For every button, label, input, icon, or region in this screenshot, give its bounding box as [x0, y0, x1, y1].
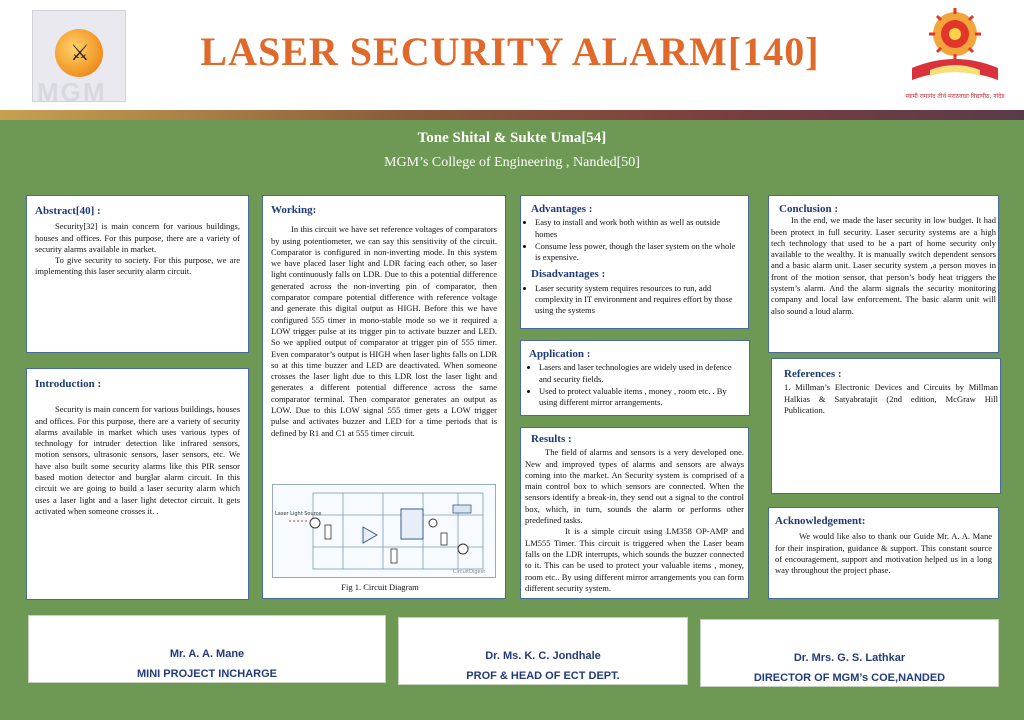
introduction-p1: Security is main concern for various buildings, houses and offices. For this purpose, there are a variety of security alarms available in market which uses various types of technology for intruder detection like infrared sensors, motion sensors, ultrasonic sensors, laser sensors, etc. We have also built some security alarms like this PIR sensor based motion detector and burglar alarm circuit. In this circuit we are going to build a laser security alarm which uses a laser light and a laser light detector circuit. It gets activated when someone crosses it. .: [35, 404, 240, 516]
college-name: MGM’s College of Engineering , Nanded[50]: [384, 155, 640, 170]
references-heading: References :: [784, 368, 842, 380]
footer-director: [700, 619, 999, 687]
introduction-heading: Introduction :: [35, 378, 102, 390]
diagram-watermark: CircuitDigest: [453, 569, 486, 575]
guide-name: Mr. A. A. Mane: [169, 648, 245, 660]
university-emblem-icon: [900, 6, 1010, 92]
footer-guide: [28, 615, 386, 683]
hod-role: PROF & HEAD OF ECT DEPT.: [466, 670, 620, 682]
logo-text: MGM: [37, 77, 107, 107]
laser-source-label: Laser Light Source: [275, 511, 322, 517]
acknowledgement-p1: We would like also to thank our Guide Mr. A. A. Mane for their inspiration, guidance & support. This constant source of encouragement, support and motivation helped us in a long way throughout the project phase.: [775, 531, 992, 576]
list-item: • Easy to install and work both within as well as outside homes: [535, 217, 742, 240]
working-p1: In this circuit we have set reference voltages of comparators by using potentiometer, we can say this sensitivity of the circuit. Comparator is configured in non-inverting mode. In this system we have placed laser light and LDR facing each other, so laser light continuously falls on LDR. Due to this a potential difference generated across the non-inverting pin of comparator, then comparator compare potential difference with reference voltage and generate this digital output as HIGH. Before this we have configured 555 timer in mono-stable mode so we it required a LOW trigger pulse at its trigger pin to activate buzzer and LED. So we applied output of comparator at trigger pin of 555 timer. Even comparator’s output is HIGH when laser lights falls on LDR so at this time buzzer and LED are deactivated. When someone crosses the laser light due to this LDR lost the laser light and generates a different potential difference across the same comparator terminal. Then comparator generates an output as LOW. Due to this LOW signal 555 timer gets a LOW trigger pulse and activates buzzer and LED for a time periods that is defined by R1 and C1 at 555 timer circuit.: [271, 224, 497, 438]
poster-title: LASER SECURITY ALARM[140]: [200, 29, 820, 74]
mgm-logo: [32, 10, 126, 107]
hod-name: Dr. Ms. K. C. Jondhale: [485, 650, 601, 662]
university-caption: स्वामी रामानंद तीर्थ मराठवाडा विद्यापीठ, नांदेड: [905, 93, 1005, 100]
results-box: [520, 427, 749, 599]
list-item: • Lasers and laser technologies are widely used in defence and security fields.: [539, 362, 743, 385]
list-item: • Laser security system requires resources to run, add complexity in IT environment and requires effort by those using the systems: [535, 283, 742, 317]
working-heading: Working:: [271, 204, 317, 216]
advantages-box: [520, 195, 749, 329]
references-box: [771, 358, 1001, 494]
circuit-diagram: [272, 484, 496, 578]
header-band: [0, 110, 1024, 120]
director-role: DIRECTOR OF MGM’s COE,NANDED: [753, 672, 946, 684]
references-p1: 1. Millman’s Electronic Devices and Circuits by Millman Halkias & Satyabratajit (2nd edition, McGraw Hill Publication.: [784, 382, 998, 415]
advantages-heading: Advantages :: [531, 203, 593, 215]
advantages-list: [525, 217, 742, 263]
footer-hod: [398, 617, 688, 685]
results-p1: The field of alarms and sensors is a very developed one. New and improved types of alarms and sensors are always coming into the market. An Security system is comprised of a main control box to which sensors are connected. When the sensors identify a break-in, they send out a signal to the control box, which, in turn, sounds the alarm or performs other predefined tasks.: [525, 447, 744, 526]
abstract-p1: Security[32] is main concern for various buildings, houses and offices. For this purpose, there are a variety of security alarms available in market.: [35, 221, 240, 254]
abstract-box: [26, 195, 249, 353]
guide-role: MINI PROJECT INCHARGE: [137, 668, 277, 680]
poster-header: [0, 0, 1024, 110]
conclusion-box: [768, 195, 999, 353]
figure-caption: Fig 1. Circuit Diagram: [341, 582, 419, 592]
authors: Tone Shital & Sukte Uma[54]: [417, 130, 607, 146]
application-list: [529, 362, 743, 408]
director-name: Dr. Mrs. G. S. Lathkar: [793, 652, 906, 664]
abstract-heading: Abstract[40] :: [35, 205, 101, 217]
conclusion-p1: In the end, we made the laser security in low budget. It had been protect in full security. Laser security systems are a high tech technology that used to be a part of home security only available to the wealthy. It is manually switch dependent sensors and a basic alarm unit. Laser security system ,a person moves in front of the motion sensor, that person’s body heat triggers the system’s alarm. And the alarm signals the security monitoring company and local law enforcement. The basic alarm unit will also sound a loud alarm.: [771, 215, 996, 316]
conclusion-heading: Conclusion :: [779, 203, 838, 215]
introduction-box: [26, 368, 249, 600]
application-box: [520, 340, 750, 416]
application-heading: Application :: [529, 348, 591, 360]
abstract-p2: To give security to society. For this purpose, we are implementing this laser security alarm circuit.: [35, 255, 240, 277]
list-item: • Used to protect valuable items , money , room etc. . By using different mirror arrangements.: [539, 386, 743, 409]
list-item: • Consume less power, though the laser system on the whole is expensive.: [535, 241, 742, 264]
disadvantages-list: [525, 283, 742, 317]
acknowledgement-heading: Acknowledgement:: [775, 515, 866, 527]
disadvantages-heading: Disadvantages :: [531, 268, 606, 281]
university-logo: [900, 6, 1010, 104]
results-p2: It is a simple circuit using LM358 OP-AMP and LM555 Timer. This circuit is triggered when the Laser beam falls on the LDR interrupts, which sounds the buzzer connected to it. This can be used to protect your valuable items , money, room etc.. By using different mirror arrangements you can form different security system.: [525, 526, 744, 593]
acknowledgement-box: [768, 507, 999, 599]
figures-icon: ⚔: [70, 41, 90, 66]
circuit-diagram-icon: [273, 485, 495, 577]
results-heading: Results :: [531, 433, 572, 445]
